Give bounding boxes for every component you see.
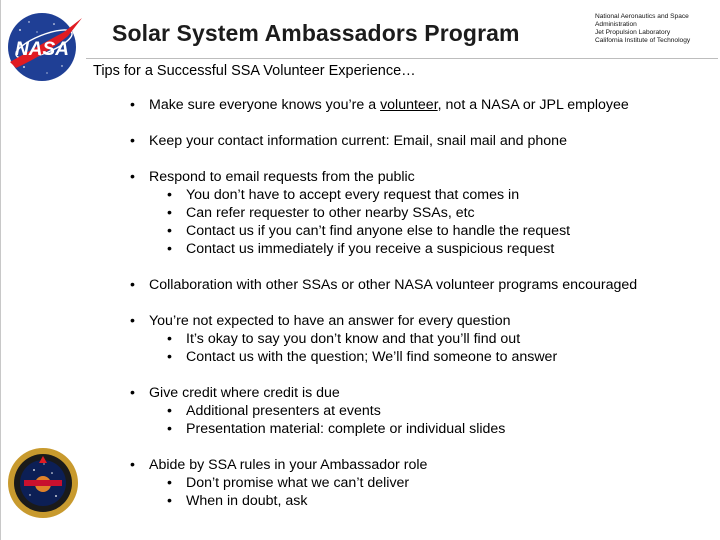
bullet-text: Collaboration with other SSAs or other NASA volunteer programs encouraged <box>149 277 638 293</box>
affiliation-block <box>595 13 690 45</box>
svg-text:NASA: NASA <box>15 39 69 60</box>
bullet-text: You’re not expected to have an answer for every question <box>149 313 511 329</box>
list-item <box>130 168 710 258</box>
sub-bullet-text: Don’t promise what we can’t deliver <box>186 475 410 491</box>
bullet-marker: • <box>130 169 135 185</box>
bullet-marker: • <box>130 385 135 401</box>
list-item <box>130 276 710 294</box>
sub-bullet-text: Contact us with the question; We’ll find someone to answer <box>186 349 558 365</box>
sub-list-item <box>130 474 710 492</box>
nasa-logo <box>2 10 86 84</box>
sub-bullet-marker: • <box>167 403 172 419</box>
left-border <box>0 0 1 540</box>
emphasis-text: volunteer <box>380 97 438 113</box>
sub-list-item <box>130 348 710 366</box>
sub-bullet-marker: • <box>167 475 172 491</box>
bullet-text: Respond to email requests from the public <box>149 169 415 185</box>
sub-list-item <box>130 204 710 222</box>
list-item <box>130 384 710 438</box>
bullet-text: Make sure everyone knows you’re a <box>149 97 381 113</box>
affiliation-line: Jet Propulsion Laboratory <box>595 29 671 37</box>
bullet-list <box>130 96 710 528</box>
bullet-text: , not a NASA or JPL employee <box>437 97 629 113</box>
sub-list-item <box>130 240 710 258</box>
bullet-marker: • <box>130 133 135 149</box>
bullet-marker: • <box>130 97 135 113</box>
sub-bullet-text: Can refer requester to other nearby SSAs, etc <box>186 205 475 221</box>
affiliation-line: California Institute of Technology <box>595 37 691 45</box>
bullet-marker: • <box>130 277 135 293</box>
affiliation-line: Administration <box>595 21 637 29</box>
sub-list-item <box>130 330 710 348</box>
list-item <box>130 312 710 366</box>
sub-list-item <box>130 420 710 438</box>
sub-list-item <box>130 492 710 510</box>
sub-list-item <box>130 402 710 420</box>
sub-bullet-marker: • <box>167 421 172 437</box>
list-item <box>130 96 710 114</box>
sub-bullet-marker: • <box>167 493 172 509</box>
sub-bullet-text: Contact us if you can’t find anyone else to handle the request <box>186 223 571 239</box>
sub-bullet-text: Presentation material: complete or individual slides <box>186 421 506 437</box>
list-item <box>130 132 710 150</box>
sub-bullet-marker: • <box>167 205 172 221</box>
bullet-text: Give credit where credit is due <box>149 385 340 401</box>
slide-subtitle: Tips for a Successful SSA Volunteer Experience… <box>93 63 416 79</box>
bullet-marker: • <box>130 313 135 329</box>
bullet-text: Keep your contact information current: Email, snail mail and phone <box>149 133 567 149</box>
affiliation-line: National Aeronautics and Space <box>595 13 689 20</box>
sub-bullet-text: Additional presenters at events <box>186 403 381 419</box>
ssa-program-seal <box>6 440 80 526</box>
sub-bullet-text: When in doubt, ask <box>186 493 308 509</box>
header-divider <box>86 58 718 59</box>
sub-bullet-marker: • <box>167 187 172 203</box>
sub-list-item <box>130 222 710 240</box>
list-item <box>130 456 710 510</box>
sub-list-item <box>130 186 710 204</box>
sub-bullet-marker: • <box>167 223 172 239</box>
sub-bullet-marker: • <box>167 241 172 257</box>
sub-bullet-marker: • <box>167 349 172 365</box>
sub-bullet-marker: • <box>167 331 172 347</box>
sub-bullet-text: Contact us immediately if you receive a suspicious request <box>186 241 555 257</box>
bullet-marker: • <box>130 457 135 473</box>
page-title: Solar System Ambassadors Program <box>112 20 520 46</box>
sub-bullet-text: You don’t have to accept every request that comes in <box>186 187 520 203</box>
bullet-text: Abide by SSA rules in your Ambassador role <box>149 457 428 473</box>
sub-bullet-text: It’s okay to say you don’t know and that you’ll find out <box>186 331 521 347</box>
